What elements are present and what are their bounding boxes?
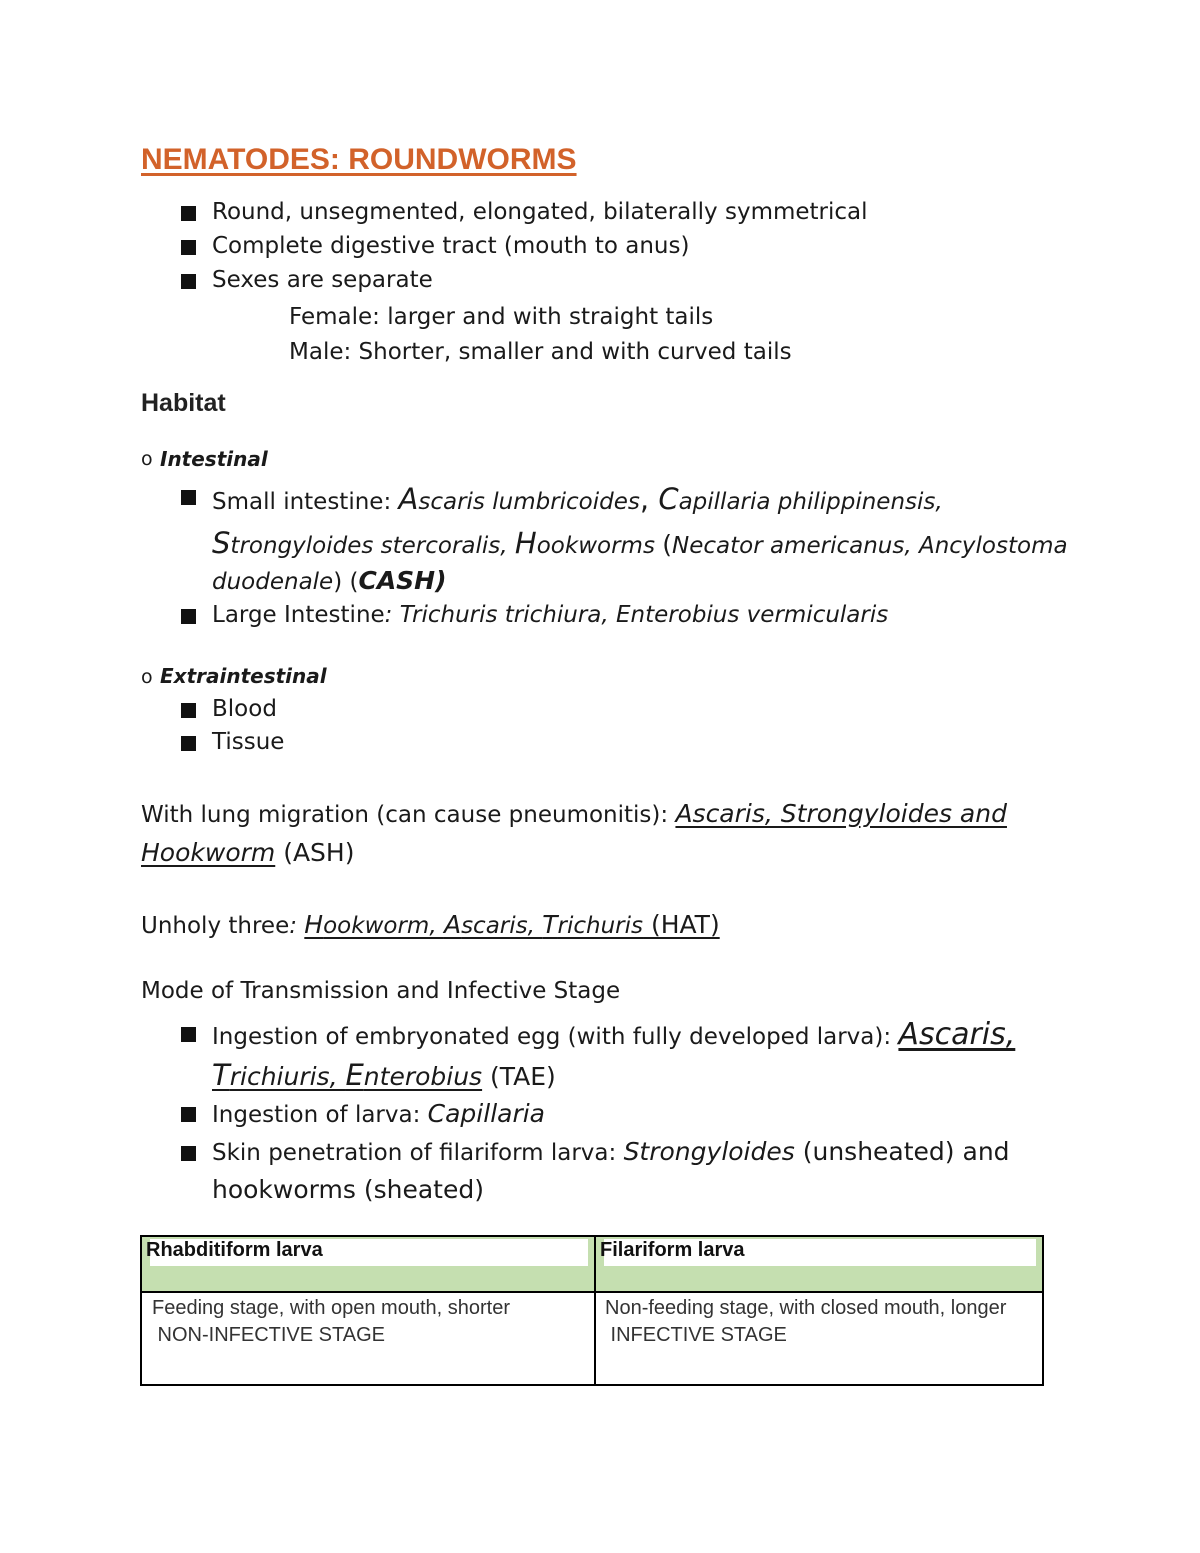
unholy-three-label: Unholy three bbox=[141, 913, 290, 939]
skin-penetration-rest: (unsheated) and bbox=[794, 1137, 1010, 1166]
hookworms-sheated: hookworms (sheated) bbox=[212, 1175, 484, 1204]
ascaris-rest: scaris, bbox=[461, 913, 543, 939]
initial-h: H bbox=[304, 910, 324, 939]
hookworm-species: Necator americanus, Ancylostoma bbox=[672, 533, 1068, 559]
extraintestinal-item: Tissue bbox=[212, 729, 285, 755]
ash-acronym: (ASH) bbox=[275, 838, 355, 867]
bullet-square-icon bbox=[181, 1027, 196, 1042]
transmission-heading: Mode of Transmission and Infective Stage bbox=[141, 978, 621, 1004]
initial-e: E bbox=[345, 1058, 364, 1092]
small-intestine-line-3 bbox=[212, 566, 447, 595]
male-description: Male: Shorter, smaller and with curved tails bbox=[289, 339, 792, 365]
bullet-square-icon bbox=[181, 609, 196, 624]
lung-migration-line-2 bbox=[141, 838, 354, 867]
table-cell bbox=[152, 1295, 510, 1349]
bullet-square-icon bbox=[181, 490, 196, 505]
comma: , bbox=[639, 482, 659, 516]
larva-ingestion-line bbox=[212, 1099, 545, 1128]
extraintestinal-label: Extraintestinal bbox=[160, 664, 327, 688]
bullet-square-icon bbox=[181, 240, 196, 255]
initial-a: A bbox=[443, 910, 462, 939]
feature-item: Round, unsegmented, elongated, bilaterally symmetrical bbox=[212, 199, 868, 225]
paren-close: ) ( bbox=[333, 569, 359, 595]
skin-penetration-label: Skin penetration of filariform larva: bbox=[212, 1140, 624, 1166]
hookworms-rest: ookworms bbox=[536, 533, 663, 559]
large-intestine-label: Large Intestine bbox=[212, 602, 385, 628]
table-header-filariform: Filariform larva bbox=[600, 1239, 745, 1261]
egg-ingestion-label: Ingestion of embryonated egg (with fully developed larva): bbox=[212, 1024, 899, 1050]
strongyloides: Strongyloides bbox=[623, 1137, 795, 1166]
filariform-stage: INFECTIVE STAGE bbox=[605, 1324, 787, 1346]
circle-bullet-icon: o bbox=[141, 448, 153, 470]
female-description: Female: larger and with straight tails bbox=[289, 304, 714, 330]
egg-ascaris: Ascaris, bbox=[898, 1017, 1016, 1052]
cash-acronym: CASH) bbox=[358, 566, 447, 595]
skin-penetration-line-1 bbox=[212, 1137, 1010, 1166]
rhabditiform-stage: NON-INFECTIVE STAGE bbox=[152, 1324, 385, 1346]
small-intestine-line-2 bbox=[212, 526, 1068, 560]
small-intestine-label: Small intestine: bbox=[212, 489, 399, 515]
small-intestine-line-1 bbox=[212, 482, 943, 516]
table-cell bbox=[605, 1295, 1006, 1349]
large-intestine-line bbox=[212, 602, 888, 628]
duodenale: duodenale bbox=[212, 569, 334, 595]
page-title: NEMATODES: ROUNDWORMS bbox=[141, 143, 577, 176]
initial-h: H bbox=[514, 526, 537, 560]
egg-ingestion-line-1 bbox=[212, 1017, 1015, 1052]
filariform-description: Non-feeding stage, with closed mouth, longer bbox=[605, 1297, 1007, 1319]
lung-migration-label: With lung migration (can cause pneumonitis): bbox=[141, 802, 676, 828]
feature-item: Complete digestive tract (mouth to anus) bbox=[212, 233, 690, 259]
lung-migration-species-2: Hookworm bbox=[141, 838, 276, 867]
circle-bullet-icon: o bbox=[141, 666, 153, 688]
bullet-square-icon bbox=[181, 274, 196, 289]
trichiuris-rest: richiuris, bbox=[229, 1062, 346, 1091]
initial-a: A bbox=[398, 482, 419, 516]
bullet-square-icon bbox=[181, 703, 196, 718]
tae-acronym: (TAE) bbox=[482, 1062, 556, 1091]
initial-c: C bbox=[658, 482, 679, 516]
rhabditiform-description: Feeding stage, with open mouth, shorter bbox=[152, 1297, 510, 1319]
feature-item: Sexes are separate bbox=[212, 267, 433, 293]
extraintestinal-item: Blood bbox=[212, 696, 277, 722]
paren-open: ( bbox=[662, 530, 673, 559]
hookworm-rest: ookworm, bbox=[323, 913, 444, 939]
bullet-square-icon bbox=[181, 1107, 196, 1122]
large-intestine-species: Trichuris trichiura, Enterobius vermicularis bbox=[399, 602, 889, 628]
skin-penetration-line-2 bbox=[212, 1175, 484, 1204]
hat-acronym: (HAT) bbox=[643, 910, 720, 939]
egg-ingestion-line-2 bbox=[212, 1058, 556, 1092]
habitat-heading: Habitat bbox=[141, 389, 226, 417]
large-colon: : bbox=[384, 602, 400, 628]
larva-comparison-table bbox=[140, 1235, 1044, 1386]
table-header-rhabditiform: Rhabditiform larva bbox=[146, 1239, 323, 1261]
initial-s: S bbox=[212, 526, 231, 560]
intestinal-label: Intestinal bbox=[160, 447, 268, 471]
unholy-three-line bbox=[141, 910, 720, 939]
bullet-square-icon bbox=[181, 206, 196, 221]
unholy-colon: : bbox=[289, 913, 305, 939]
table-header-cell bbox=[596, 1237, 1042, 1293]
ascaris-rest: scaris lumbricoides bbox=[418, 489, 640, 515]
trichuris-rest: richuris bbox=[557, 913, 644, 939]
capillaria-rest: apillaria philippinensis, bbox=[678, 489, 943, 515]
bullet-square-icon bbox=[181, 736, 196, 751]
bullet-square-icon bbox=[181, 1146, 196, 1161]
enterobius-rest: nterobius bbox=[363, 1062, 483, 1091]
strongyloides-rest: trongyloides stercoralis, bbox=[230, 533, 515, 559]
lung-migration-species: Ascaris, Strongyloides and bbox=[675, 799, 1007, 828]
initial-t: T bbox=[212, 1058, 230, 1092]
initial-t: T bbox=[542, 910, 558, 939]
larva-ingestion-label: Ingestion of larva: bbox=[212, 1102, 428, 1128]
capillaria: Capillaria bbox=[427, 1099, 546, 1128]
lung-migration-line-1 bbox=[141, 799, 1007, 828]
table-header-cell bbox=[142, 1237, 594, 1293]
